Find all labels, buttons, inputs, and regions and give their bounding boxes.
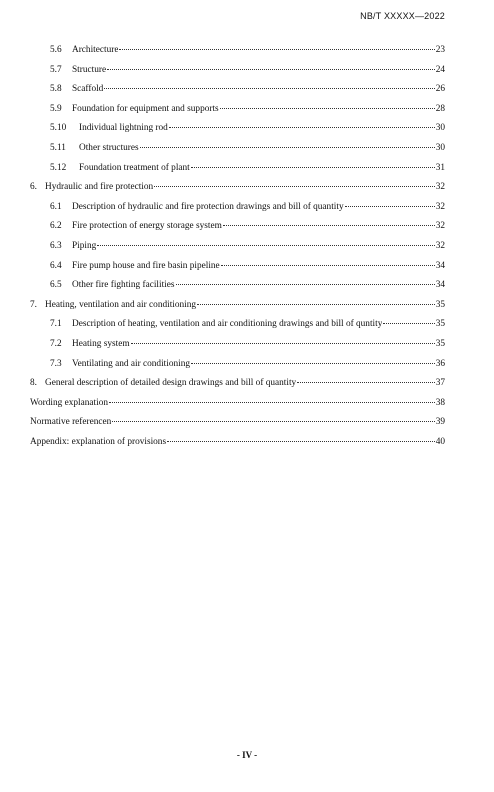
dot-leader [154, 186, 435, 187]
dot-leader [119, 49, 434, 50]
toc-entry-page: 37 [435, 378, 445, 389]
toc-entry-number: 5.8 [50, 84, 62, 95]
toc-entry-page: 24 [435, 64, 445, 75]
toc-entry-page: 23 [435, 45, 445, 55]
toc-entry-number: 5.10 [50, 123, 67, 134]
toc-entry-title: Description of heating, ventilation and air conditioning drawings and bill of quntity [72, 319, 383, 330]
toc-entry[interactable] [30, 61, 445, 81]
toc-entry-title: Wording explanation [30, 397, 108, 408]
toc-entry-page: 38 [435, 397, 445, 408]
toc-entry[interactable] [30, 413, 445, 433]
toc-entry[interactable] [30, 374, 445, 394]
toc-entry[interactable] [30, 296, 445, 316]
toc-entry[interactable] [30, 355, 445, 375]
toc-entry-title: Description of hydraulic and fire protection drawings and bill of quantity [72, 201, 344, 212]
dot-leader [131, 343, 435, 344]
toc-entry-title: Foundation for equipment and supports [72, 103, 219, 114]
toc-entry-page: 30 [435, 142, 445, 153]
toc-entry-title: Normative referencen [30, 417, 112, 428]
toc-entry-page: 26 [435, 84, 445, 95]
toc-entry-number: 7. [30, 299, 37, 310]
toc-entry-page: 34 [435, 260, 445, 271]
toc-entry[interactable] [30, 100, 445, 120]
toc-entry-number: 6.2 [50, 221, 62, 232]
toc-entry-page: 28 [435, 103, 445, 114]
dot-leader [107, 69, 435, 70]
dot-leader [167, 441, 435, 442]
toc-entry-title: Individual lightning rod [79, 123, 168, 134]
toc-entry-title: Architecture [72, 45, 119, 55]
toc-entry-title: Other fire fighting facilities [72, 280, 175, 291]
dot-leader [220, 108, 435, 109]
toc-entry-title: Appendix: explanation of provisions [30, 436, 167, 447]
toc-entry-number: 6.3 [50, 240, 62, 251]
toc-entry-number: 7.1 [50, 319, 62, 330]
dot-leader [109, 402, 435, 403]
dot-leader [383, 323, 434, 324]
toc-entry[interactable] [30, 159, 445, 179]
toc-entry-page: 40 [435, 436, 445, 447]
toc-entry-title: Fire protection of energy storage system [72, 221, 222, 232]
dot-leader [221, 265, 435, 266]
toc-entry-page: 35 [435, 338, 445, 349]
dot-leader [112, 421, 434, 422]
toc-entry-title: General description of detailed design drawings and bill of quantity [45, 378, 297, 389]
toc-entry-title: Fire pump house and fire basin pipeline [72, 260, 220, 271]
toc-entry-page: 39 [435, 417, 445, 428]
page-number: - IV - [236, 750, 258, 760]
toc-entry-number: 6. [30, 182, 37, 193]
toc-entry-number: 6.5 [50, 280, 62, 291]
toc-entry-title: Other structures [79, 142, 139, 153]
toc-entry[interactable] [30, 198, 445, 218]
toc-entry-page: 31 [435, 162, 445, 173]
toc-entry-title: Ventilating and air conditioning [72, 358, 190, 369]
toc-entry-number: 7.3 [50, 358, 62, 369]
toc-entry[interactable] [30, 119, 445, 139]
toc-entry[interactable] [30, 237, 445, 257]
toc-entry-title: Scaffold [72, 84, 104, 95]
dot-leader [197, 304, 435, 305]
toc-entry-page: 36 [435, 358, 445, 369]
dot-leader [297, 382, 434, 383]
toc-entry-number: 5.6 [50, 45, 62, 55]
toc-entry-number: 5.9 [50, 103, 62, 114]
dot-leader [97, 245, 434, 246]
toc-entry-number: 5.11 [50, 142, 66, 153]
toc-entry-page: 34 [435, 280, 445, 291]
dot-leader [104, 88, 434, 89]
toc-entry-title: Foundation treatment of plant [79, 162, 190, 173]
toc-entry[interactable] [30, 139, 445, 159]
toc-entry-page: 32 [435, 201, 445, 212]
toc-entry-number: 5.12 [50, 162, 67, 173]
toc-entry[interactable] [30, 315, 445, 335]
dot-leader [140, 147, 435, 148]
toc-entry[interactable] [30, 433, 445, 453]
toc-entry-title: Structure [72, 64, 107, 75]
toc-entry-page: 32 [435, 240, 445, 251]
toc-entry-number: 6.1 [50, 201, 62, 212]
table-of-contents [30, 41, 445, 452]
toc-entry[interactable] [30, 276, 445, 296]
toc-entry[interactable] [30, 335, 445, 355]
toc-entry-title: Piping [72, 240, 97, 251]
toc-entry-page: 32 [435, 182, 445, 193]
toc-entry-title: Heating, ventilation and air conditioning [45, 299, 197, 310]
toc-entry-number: 8. [30, 378, 37, 389]
toc-entry-title: Hydraulic and fire protection [45, 182, 154, 193]
toc-entry[interactable] [30, 257, 445, 277]
dot-leader [191, 167, 435, 168]
toc-entry-page: 35 [435, 299, 445, 310]
dot-leader [176, 284, 435, 285]
dot-leader [191, 363, 435, 364]
toc-entry[interactable] [30, 178, 445, 198]
toc-entry-number: 7.2 [50, 338, 62, 349]
toc-entry-number: 6.4 [50, 260, 62, 271]
toc-entry[interactable] [30, 394, 445, 414]
toc-entry-number: 5.7 [50, 64, 62, 75]
toc-entry-page: 30 [435, 123, 445, 134]
toc-entry-title: Heating system [72, 338, 130, 349]
toc-entry[interactable] [30, 41, 445, 61]
toc-entry-page: 32 [435, 221, 445, 232]
toc-entry[interactable] [30, 80, 445, 100]
dot-leader [169, 127, 435, 128]
dot-leader [345, 206, 435, 207]
toc-entry[interactable] [30, 217, 445, 237]
toc-entry-page: 35 [435, 319, 445, 330]
dot-leader [223, 225, 435, 226]
document-code: NB/T XXXXX—2022 [360, 11, 445, 21]
